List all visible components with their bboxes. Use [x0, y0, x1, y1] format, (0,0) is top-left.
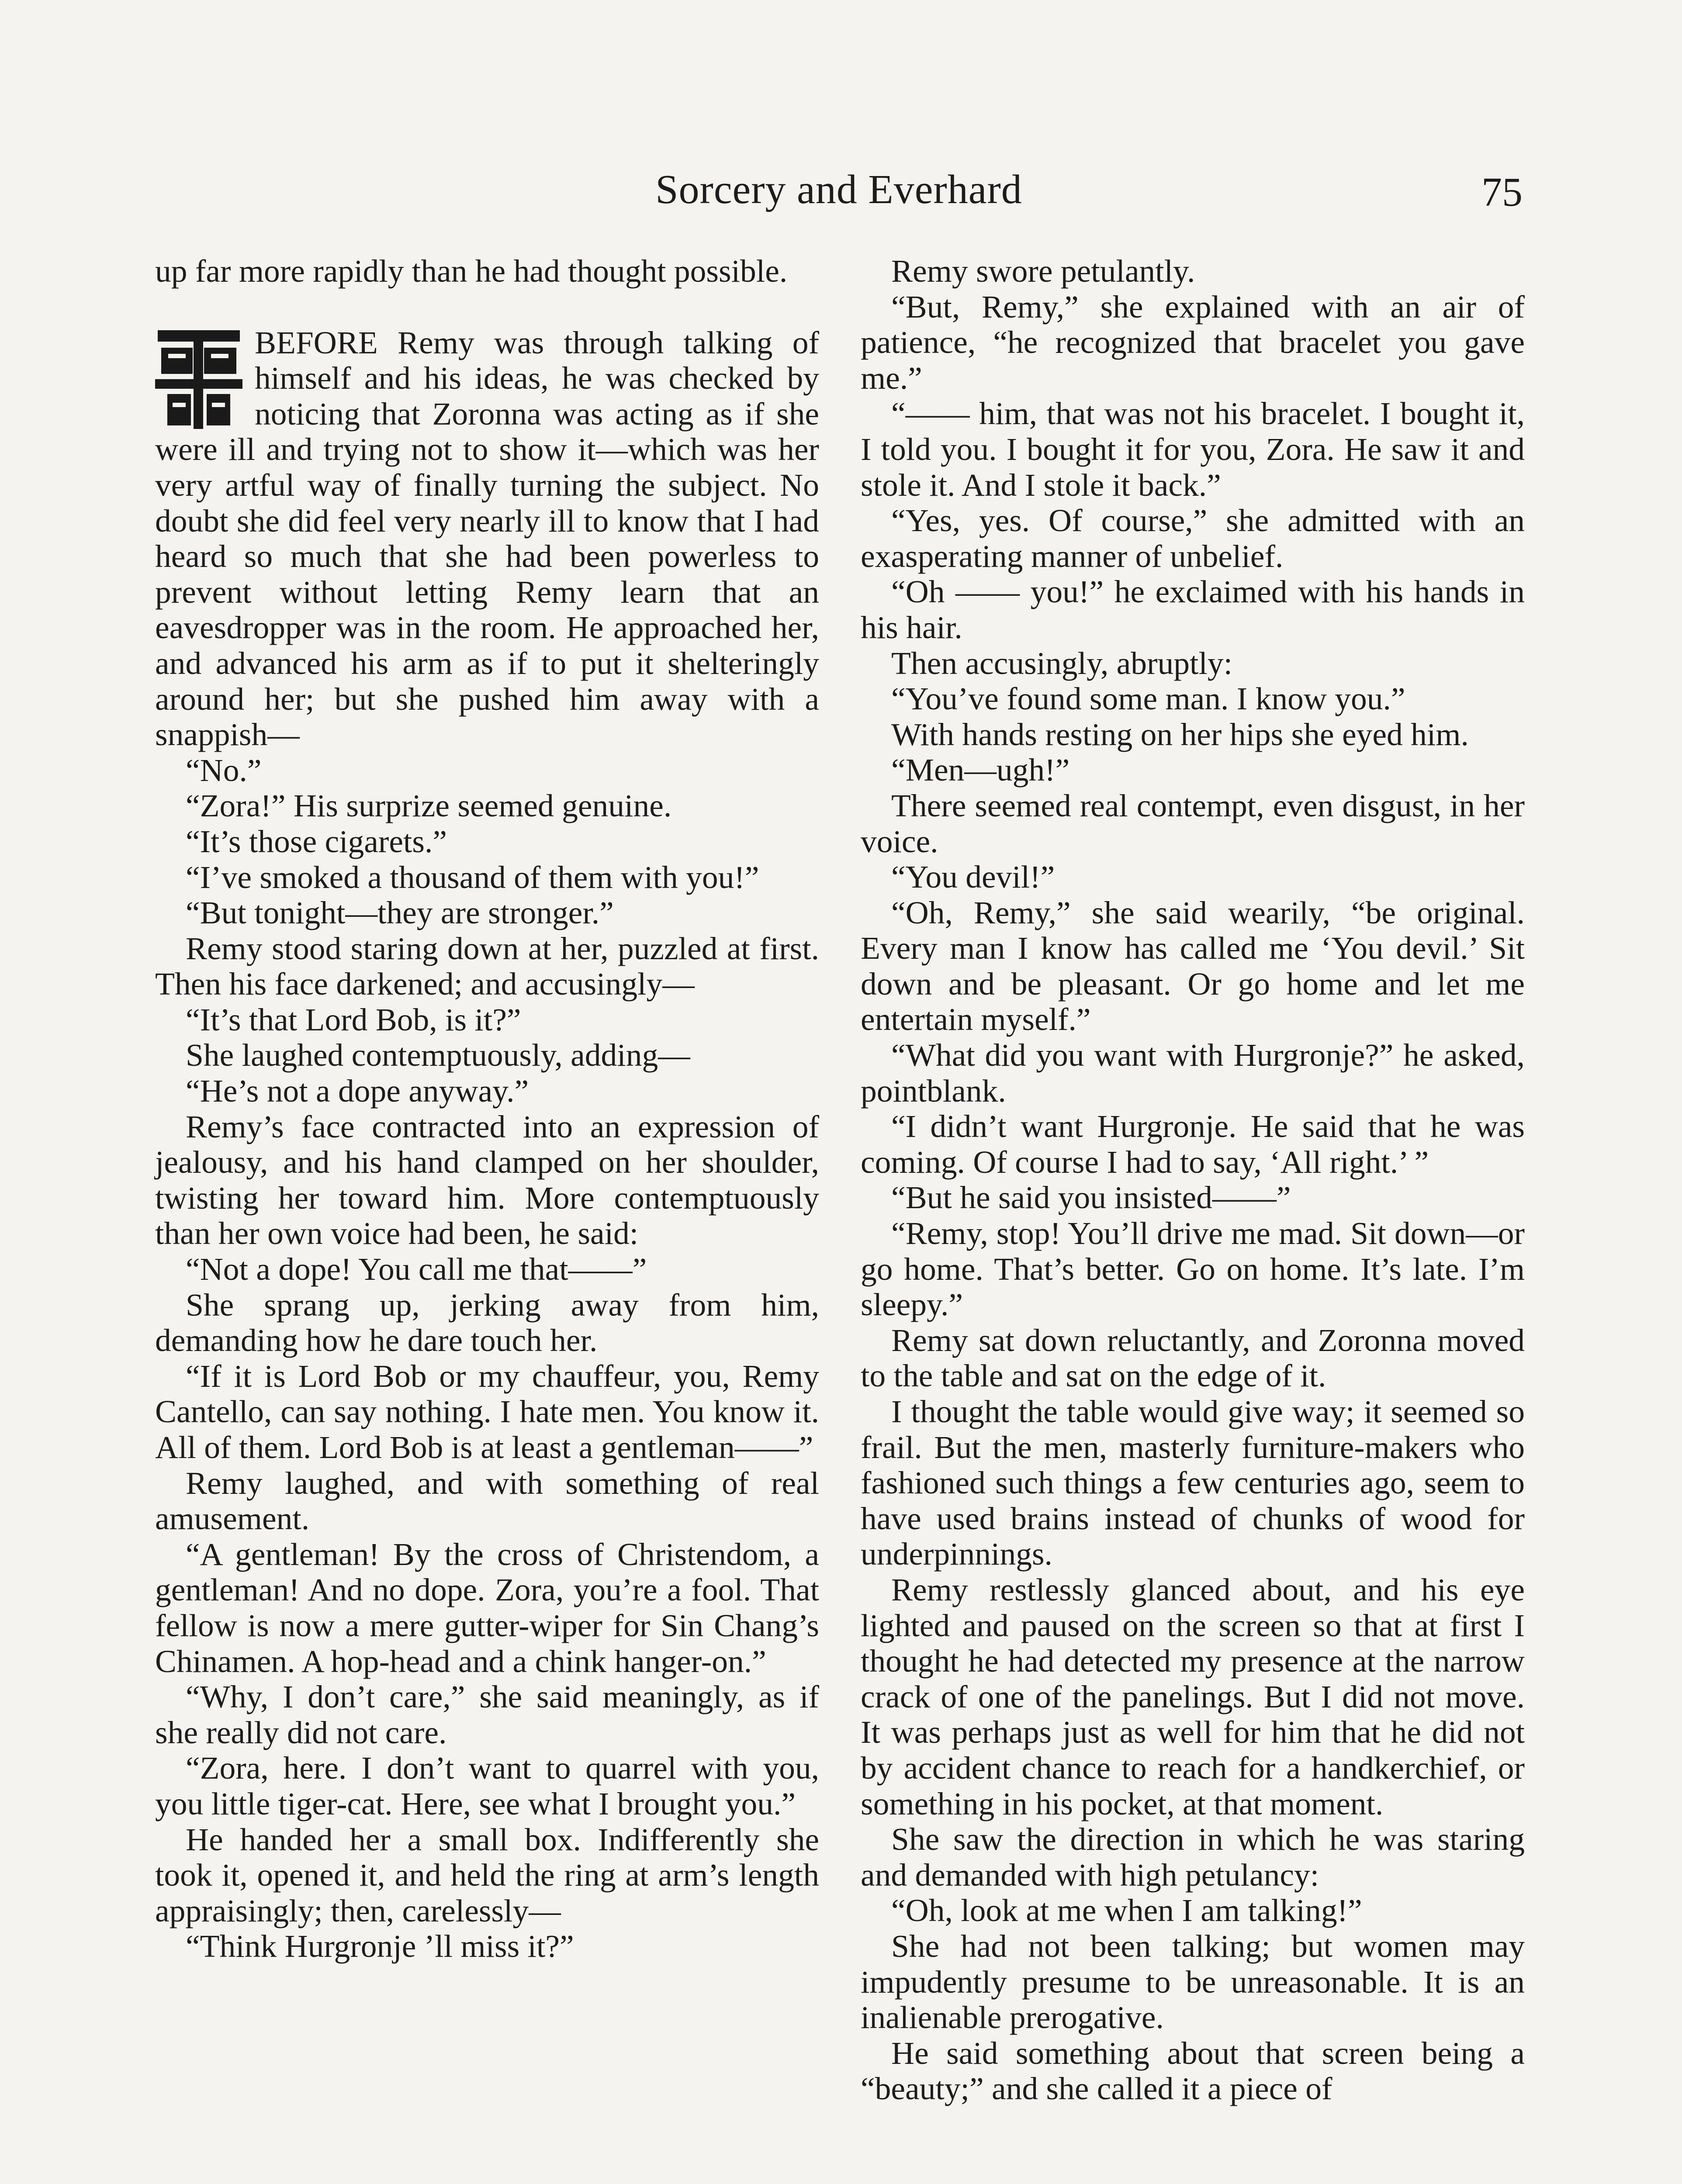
paragraph: “Men—ugh!”	[891, 752, 1070, 788]
paragraph: With hands resting on her hips she eyed him.	[891, 716, 1469, 752]
paragraph: “Zora!” His surprize seemed genuine.	[186, 788, 672, 824]
paragraph: She sprang up, jerking away from him, demanding how he dare touch her.	[155, 1287, 819, 1358]
paragraph: “But tonight—they are stronger.”	[186, 895, 614, 931]
paragraph: Then accusingly, abruptly:	[891, 645, 1233, 681]
paragraph: “Zora, here. I don’t want to quarrel with you, you little tiger-cat. Here, see what I brought you.”	[155, 1750, 819, 1821]
paragraph: She saw the direction in which he was staring and demanded with high petulancy:	[861, 1821, 1525, 1893]
paragraph: “Oh —— you!” he exclaimed with his hands in his hair.	[861, 574, 1525, 645]
paragraph: “I’ve smoked a thousand of them with you!”	[186, 859, 759, 895]
paragraph: “If it is Lord Bob or my chauffeur, you, Remy Cantello, can say nothing. I hate men. You know it. All of them. Lord Bob is at least a gentleman——”	[155, 1358, 819, 1465]
paragraph: “But he said you insisted——”	[891, 1180, 1291, 1216]
left-column	[155, 253, 819, 1964]
paragraph: I thought the table would give way; it seemed so frail. But the men, masterly furniture-makers who fashioned such things a few centuries ago, seem to have used brains instead of chunks of wood for underpinnings.	[861, 1394, 1525, 1572]
paragraph: “A gentleman! By the cross of Christendom, a gentleman! And no dope. Zora, you’re a fool. That fellow is now a mere gutter-wiper for Sin Chang’s Chinamen. A hop-head and a chink hanger-on.”	[155, 1536, 819, 1679]
paragraph: He said something about that screen being a “beauty;” and she called it a piece of	[861, 2035, 1525, 2107]
paragraph: Remy’s face contracted into an expression of jealousy, and his hand clamped on her shoulder, twisting her toward him. More contemptuously than her own voice had been, he said:	[155, 1109, 819, 1251]
paragraph: “Oh, look at me when I am talking!”	[891, 1893, 1362, 1928]
paragraph: “He’s not a dope anyway.”	[186, 1073, 529, 1109]
paragraph: “It’s that Lord Bob, is it?”	[186, 1002, 521, 1037]
paragraph: She laughed contemptuously, adding—	[186, 1037, 690, 1073]
paragraph: “Oh, Remy,” she said wearily, “be original. Every man I know has called me ‘You devil.’ Sit down and be pleasant. Or go home and let me entertain myself.”	[861, 895, 1525, 1037]
paragraph: “It’s those cigarets.”	[186, 823, 447, 859]
page-header	[155, 166, 1523, 223]
paragraph: Remy laughed, and with something of real amusement.	[155, 1465, 819, 1537]
right-column	[861, 253, 1525, 2107]
paragraph: “But, Remy,” she explained with an air of patience, “he recognized that bracelet you gave me.”	[861, 289, 1525, 396]
paragraph: “No.”	[186, 752, 262, 788]
paragraph: “Yes, yes. Of course,” she admitted with an exasperating manner of unbelief.	[861, 503, 1525, 574]
dropcap-ornament-icon	[155, 328, 242, 431]
paragraph-text: BEFORE Remy was through talking of himself and his ideas, he was checked by noticing that Zoronna was acting as if she were ill and trying not to show it—which was her very artful way of finally turning the subject. No doubt she did feel very nearly ill to know that I had heard so much that she had been powerless to prevent without letting Remy learn that an eavesdropper was in the room. He approached her, and advanced his arm as if to put it shelteringly around her; but she pushed him away with a snappish—	[155, 325, 819, 753]
paragraph: Remy sat down reluctantly, and Zoronna moved to the table and sat on the edge of it.	[861, 1322, 1525, 1394]
paragraph: “I didn’t want Hurgronje. He said that he was coming. Of course I had to say, ‘All right.’ ”	[861, 1109, 1525, 1180]
paragraph: Remy swore petulantly.	[891, 253, 1195, 289]
paragraph: “You devil!”	[891, 859, 1055, 895]
paragraph: “Not a dope! You call me that——”	[186, 1251, 647, 1287]
paragraph: “Remy, stop! You’ll drive me mad. Sit down—or go home. That’s better. Go on home. It’s late. I’m sleepy.”	[861, 1216, 1525, 1323]
paragraph: There seemed real contempt, even disgust, in her voice.	[861, 788, 1525, 859]
running-title: Sorcery and Everhard	[655, 167, 1022, 212]
paragraph: “—— him, that was not his bracelet. I bought it, I told you. I bought it for you, Zora. He saw it and stole it. And I stole it back.”	[861, 396, 1525, 503]
paragraph: “Think Hurgronje ’ll miss it?”	[186, 1928, 574, 1964]
paragraph-with-dropcap	[155, 325, 819, 753]
paragraph: “Why, I don’t care,” she said meaningly, as if she really did not care.	[155, 1679, 819, 1750]
paragraph: “You’ve found some man. I know you.”	[891, 681, 1405, 717]
paragraph: He handed her a small box. Indifferently she took it, opened it, and held the ring at arm’s length appraisingly; then, carelessly—	[155, 1821, 819, 1928]
paragraph: Remy stood staring down at her, puzzled at first. Then his face darkened; and accusingly—	[155, 930, 819, 1002]
paragraph: Remy restlessly glanced about, and his eye lighted and paused on the screen so that at first I thought he had detected my presence at the narrow crack of one of the panelings. But I did not move. It was perhaps just as well for him that he did not by accident chance to reach for a handkerchief, or something in his pocket, at that moment.	[861, 1572, 1525, 1821]
page-number: 75	[1481, 169, 1523, 215]
paragraph: “What did you want with Hurgronje?” he asked, pointblank.	[861, 1037, 1525, 1109]
paragraph: up far more rapidly than he had thought possible.	[155, 253, 788, 289]
paragraph: She had not been talking; but women may impudently presume to be unreasonable. It is an inalienable prerogative.	[861, 1928, 1525, 2035]
